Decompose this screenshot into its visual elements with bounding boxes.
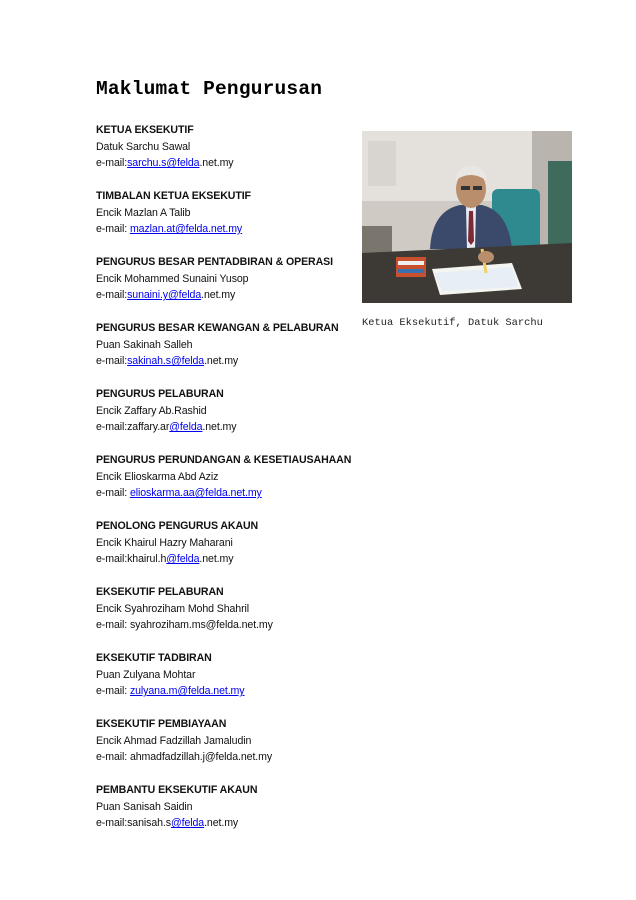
person-name: Encik Elioskarma Abd Aziz	[96, 470, 219, 483]
contact-entry	[96, 518, 366, 584]
email-line	[96, 815, 366, 832]
role-heading: TIMBALAN KETUA EKSEKUTIF	[96, 190, 251, 202]
email-link[interactable]: mazlan.at@felda.net.my	[129, 223, 243, 235]
email-line	[96, 485, 366, 502]
email-label: e-mail:	[96, 817, 128, 829]
email-label: e-mail:	[96, 289, 128, 301]
email-label: e-mail:	[96, 223, 130, 235]
email-line	[96, 221, 366, 238]
email-address: ahmadfadzillah.j@felda.net.my	[129, 751, 273, 763]
email-line	[96, 419, 366, 436]
email-suffix: .net.my	[204, 817, 239, 829]
email-label: e-mail:	[96, 751, 130, 763]
person-name: Encik Zaffary Ab.Rashid	[96, 404, 207, 417]
email-label: e-mail:	[96, 553, 128, 565]
contact-list	[96, 122, 366, 848]
role-heading: EKSEKUTIF PELABURAN	[96, 586, 224, 598]
role-heading: PEMBANTU EKSEKUTIF AKAUN	[96, 784, 258, 796]
email-line	[96, 551, 366, 568]
email-label: e-mail:	[96, 421, 128, 433]
email-address: syahroziham.ms@felda.net.my	[129, 619, 273, 631]
person-name: Encik Khairul Hazry Maharani	[96, 536, 233, 549]
contact-entry	[96, 452, 366, 518]
contact-entry	[96, 650, 366, 716]
role-heading: PENGURUS BESAR PENTADBIRAN & OPERASI	[96, 256, 333, 268]
contact-entry	[96, 320, 366, 386]
contact-entry	[96, 584, 366, 650]
email-user: khairul.h	[127, 553, 167, 565]
email-label: e-mail:	[96, 157, 128, 169]
email-line	[96, 287, 366, 304]
role-heading: PENOLONG PENGURUS AKAUN	[96, 520, 259, 532]
contact-entry	[96, 254, 366, 320]
contact-entry	[96, 188, 366, 254]
contact-entry	[96, 122, 366, 188]
email-link[interactable]: @felda	[170, 817, 205, 829]
person-name: Encik Syahroziham Mohd Shahril	[96, 602, 250, 615]
email-label: e-mail:	[96, 355, 128, 367]
role-heading: PENGURUS PERUNDANGAN & KESETIAUSAHAAN	[96, 454, 352, 466]
person-name: Encik Mohammed Sunaini Yusop	[96, 272, 249, 285]
role-heading: KETUA EKSEKUTIF	[96, 124, 194, 136]
email-line	[96, 155, 366, 172]
email-link[interactable]: @felda	[169, 421, 203, 433]
person-name: Puan Sanisah Saidin	[96, 800, 193, 813]
email-link[interactable]: sakinah.s@felda	[127, 355, 205, 367]
email-suffix: .net.my	[201, 289, 236, 301]
email-user: sanisah.s	[127, 817, 171, 829]
role-heading: PENGURUS PELABURAN	[96, 388, 224, 400]
person-name: Datuk Sarchu Sawal	[96, 140, 191, 153]
person-name: Puan Sakinah Salleh	[96, 338, 193, 351]
contact-entry	[96, 716, 366, 782]
email-link[interactable]: zulyana.m@felda.net.my	[129, 685, 245, 697]
page-title: Maklumat Pengurusan	[96, 78, 323, 100]
email-suffix: .net.my	[202, 421, 237, 433]
email-link[interactable]: elioskarma.aa@felda.net.my	[129, 487, 262, 499]
executive-portrait-illustration	[362, 131, 572, 303]
photo-caption: Ketua Eksekutif, Datuk Sarchu	[362, 317, 543, 329]
person-name: Encik Mazlan A Talib	[96, 206, 191, 219]
email-line	[96, 617, 366, 634]
email-link[interactable]: sarchu.s@felda	[127, 157, 200, 169]
role-heading: EKSEKUTIF PEMBIAYAAN	[96, 718, 227, 730]
email-suffix: .net.my	[199, 157, 234, 169]
email-link[interactable]: @felda	[166, 553, 200, 565]
email-line	[96, 353, 366, 370]
email-line	[96, 749, 366, 766]
email-label: e-mail:	[96, 487, 130, 499]
email-link[interactable]: sunaini.y@felda	[127, 289, 202, 301]
email-user: zaffary.ar	[127, 421, 170, 433]
contact-entry	[96, 386, 366, 452]
person-name: Puan Zulyana Mohtar	[96, 668, 196, 681]
person-name: Encik Ahmad Fadzillah Jamaludin	[96, 734, 252, 747]
email-suffix: .net.my	[199, 553, 234, 565]
email-suffix: .net.my	[204, 355, 239, 367]
executive-photo	[362, 131, 572, 303]
email-label: e-mail:	[96, 619, 130, 631]
email-line	[96, 683, 366, 700]
role-heading: EKSEKUTIF TADBIRAN	[96, 652, 212, 664]
email-label: e-mail:	[96, 685, 130, 697]
role-heading: PENGURUS BESAR KEWANGAN & PELABURAN	[96, 322, 339, 334]
contact-entry	[96, 782, 366, 848]
